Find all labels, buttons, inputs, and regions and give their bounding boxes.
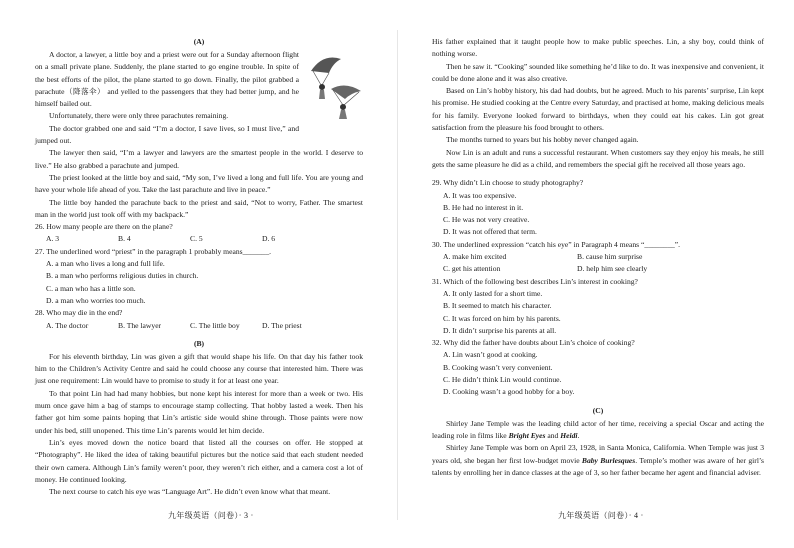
option-b: B. He had no interest in it. xyxy=(443,202,524,212)
right-column xyxy=(432,36,764,479)
option-d: D. help him see clearly xyxy=(577,264,648,274)
section-a-paragraph: The lawyer then said, “I’m a lawyer and lawyers are the smartest people in the world. I deserve to live.” He also grabbed a parachute and jumped. xyxy=(35,148,363,170)
text-run: Shirley Jane Temple was born on April 23, 1928, in Santa Monica, California. When Temple was just 3 years old, she began her first low-budget movie xyxy=(432,443,764,465)
text-run: . xyxy=(577,430,580,440)
section-a-paragraph: The doctor grabbed one and said “I’m a doctor, I save lives, so I must live,” and jumped out. xyxy=(35,123,299,146)
page-footer: 九年级英语（问卷）· 3 · xyxy=(168,511,254,520)
section-a-paragraph: The little boy handed the parachute back to the priest and said, “Not to worry, Father. The smartest man in the world just took off with my backpack.” xyxy=(35,197,363,219)
section-c-paragraph xyxy=(432,418,764,443)
options-row xyxy=(432,263,764,275)
text-run: and xyxy=(545,430,561,440)
question-26 xyxy=(35,221,363,246)
question-27 xyxy=(35,246,363,307)
question-stem: 26. How many people are there on the plane? xyxy=(35,222,173,232)
option-b: B. 4 xyxy=(118,234,131,244)
section-c-title: (C) xyxy=(592,405,604,415)
option-b: B. It seemed to match his character. xyxy=(443,301,552,311)
film-title: Baby Burlesques xyxy=(581,455,636,465)
film-title: Bright Eyes xyxy=(508,430,546,440)
page-divider xyxy=(397,30,398,520)
section-b-paragraph: The next course to catch his eye was “Language Art”. He didn’t even know what that meant. xyxy=(49,487,331,497)
parachute-illustration xyxy=(303,49,363,121)
text-run: . Temple’s mother was aware of her girl’s talents by enrolling her in dance classes at the age of 3, so her father became her agent and financial adviser. xyxy=(432,455,765,477)
section-a-paragraph: A doctor, a lawyer, a little boy and a priest were out for a Sunday afternoon flight on a small private plane. Suddenly, the plane started to go engine trouble. In spite of the best efforts of the pilot, the plane started to go down. Finally, the pilot grabbed a parachute（降落伞） and yelled to the passengers that they had better jump, and he himself bailed out. xyxy=(35,50,299,109)
option-c: C. He didn’t think Lin would continue. xyxy=(443,375,562,385)
question-stem: 27. The underlined word “priest” in the paragraph 1 probably means_______. xyxy=(35,246,272,256)
section-b-paragraph: Now Lin is an adult and runs a successful restaurant. When customers say they enjoy his meals, he still gets the same pleasure he did as a child, and remembers the special gift he received all those years ago. xyxy=(432,147,764,169)
page-4 xyxy=(404,0,794,548)
question-stem: 32. Why did the father have doubts about Lin’s choice of cooking? xyxy=(432,338,635,348)
section-b-paragraph: The months turned to years but his hobby never changed again. xyxy=(446,135,639,145)
option-a: A. The doctor xyxy=(46,320,89,330)
jumper-1 xyxy=(319,84,325,90)
question-stem: 30. The underlined expression “catch his eye” in Paragraph 4 means “________”. xyxy=(432,239,681,249)
option-a: A. 3 xyxy=(46,234,60,244)
option-b: B. a man who performs religious duties in church. xyxy=(46,271,199,281)
question-stem: 31. Which of the following best describes Lin’s interest in cooking? xyxy=(432,276,638,286)
page-3 xyxy=(0,0,390,548)
option-d: D. 6 xyxy=(262,234,276,244)
section-b-paragraph: Then he saw it. “Cooking” sounded like something he’d like to do. It was inexpensive and convenient, it could be done alone and it was also creative. xyxy=(432,61,764,83)
option-c: C. It was forced on him by his parents. xyxy=(443,313,561,323)
section-b-paragraph: Lin’s eyes moved down the notice board that listed all the courses on offer. He stopped at “Photography”. He liked the idea of taking beautiful pictures but the notice said that each student needed their own camera. Although Lin’s family weren’t poor, they weren’t rich either, and a camera cost a lot of money. He continued looking. xyxy=(35,437,363,484)
film-title: Heidi xyxy=(560,430,578,440)
section-b-paragraph: To that point Lin had had many hobbies, but none kept his interest for more than a week or two. His mum once gave him a bag of stamps to encourage stamp collecting. That hobby lasted a week. Then his father got him some paints hoping that Lin’s artistic side would shine through. Those paints were now under his bed, still unopened. This time Lin’s parents would let him decide. xyxy=(35,388,363,435)
question-stem: 28. Who may die in the end? xyxy=(35,308,123,318)
option-c: C. He was not very creative. xyxy=(443,215,530,225)
question-31 xyxy=(432,276,764,337)
option-d: D. a man who worries too much. xyxy=(46,295,146,305)
options-row xyxy=(35,233,363,245)
option-a: A. Lin wasn’t good at cooking. xyxy=(443,350,538,360)
parachute-canopy-2 xyxy=(331,85,361,99)
option-d: D. It was not offered that term. xyxy=(443,227,537,237)
option-d: D. It didn’t surprise his parents at all. xyxy=(443,325,557,335)
option-c: C. a man who has a little son. xyxy=(46,283,136,293)
section-b-title: (B) xyxy=(193,338,205,348)
option-a: A. It was too expensive. xyxy=(443,190,517,200)
options-row xyxy=(35,320,363,332)
section-b-paragraph: For his eleventh birthday, Lin was given a gift that would shape his life. On that day his father took him to the Children’s Activity Centre and said he could choose any course that interested him. There was just one requirement: Lin would have to promise to study it for at least one year. xyxy=(35,351,363,386)
page-footer: 九年级英语（问卷）· 4 · xyxy=(558,511,644,520)
section-a-paragraph: The priest looked at the little boy and said, “My son, I’ve lived a long and full life. You are young and have your whole life ahead of you. Take the last parachute and live in peace.” xyxy=(35,172,363,195)
option-b: B. Cooking wasn’t very convenient. xyxy=(443,362,553,372)
question-stem: 29. Why didn’t Lin choose to study photography? xyxy=(432,178,584,188)
jumper-2 xyxy=(340,104,346,110)
text-run: Shirley Jane Temple was the leading child actor of her time, receiving a special Oscar and acting the leading role in films like xyxy=(432,418,764,440)
option-d: D. The priest xyxy=(262,320,302,330)
option-a: A. make him excited xyxy=(443,252,507,262)
option-c: C. 5 xyxy=(190,234,203,244)
option-a: A. a man who lives a long and full life. xyxy=(46,259,165,269)
option-c: C. get his attention xyxy=(443,264,501,274)
section-a-paragraph: Unfortunately, there were only three parachutes remaining. xyxy=(49,111,229,121)
section-b-paragraph: His father explained that it taught people how to make public speeches. Lin, a shy boy, could think of nothing worse. xyxy=(432,37,764,59)
question-29 xyxy=(432,177,764,238)
option-b: B. cause him surprise xyxy=(577,252,643,262)
question-32 xyxy=(432,337,764,398)
section-c-paragraph xyxy=(432,442,764,479)
left-column xyxy=(35,36,363,498)
option-c: C. The little boy xyxy=(190,320,240,330)
options-row xyxy=(432,251,764,263)
option-d: D. Cooking wasn’t a good hobby for a boy. xyxy=(443,387,575,397)
section-a-title: (A) xyxy=(193,37,205,46)
parachute-canopy-1 xyxy=(311,58,341,74)
option-b: B. The lawyer xyxy=(118,320,162,330)
question-30 xyxy=(432,239,764,276)
section-b-paragraph: Based on Lin’s hobby history, his dad had doubts, but he agreed. Much to his parents’ surprise, Lin kept his promise. He studied cooking at the Centre every Saturday, and practised at home, making delicious meals for his family. Everyone looked forward to birthdays, when they could eat his cakes. Lin got great satisfaction from the pleasure his food brought to others. xyxy=(432,86,764,133)
option-a: A. It only lasted for a short time. xyxy=(443,288,543,298)
question-28 xyxy=(35,307,363,332)
